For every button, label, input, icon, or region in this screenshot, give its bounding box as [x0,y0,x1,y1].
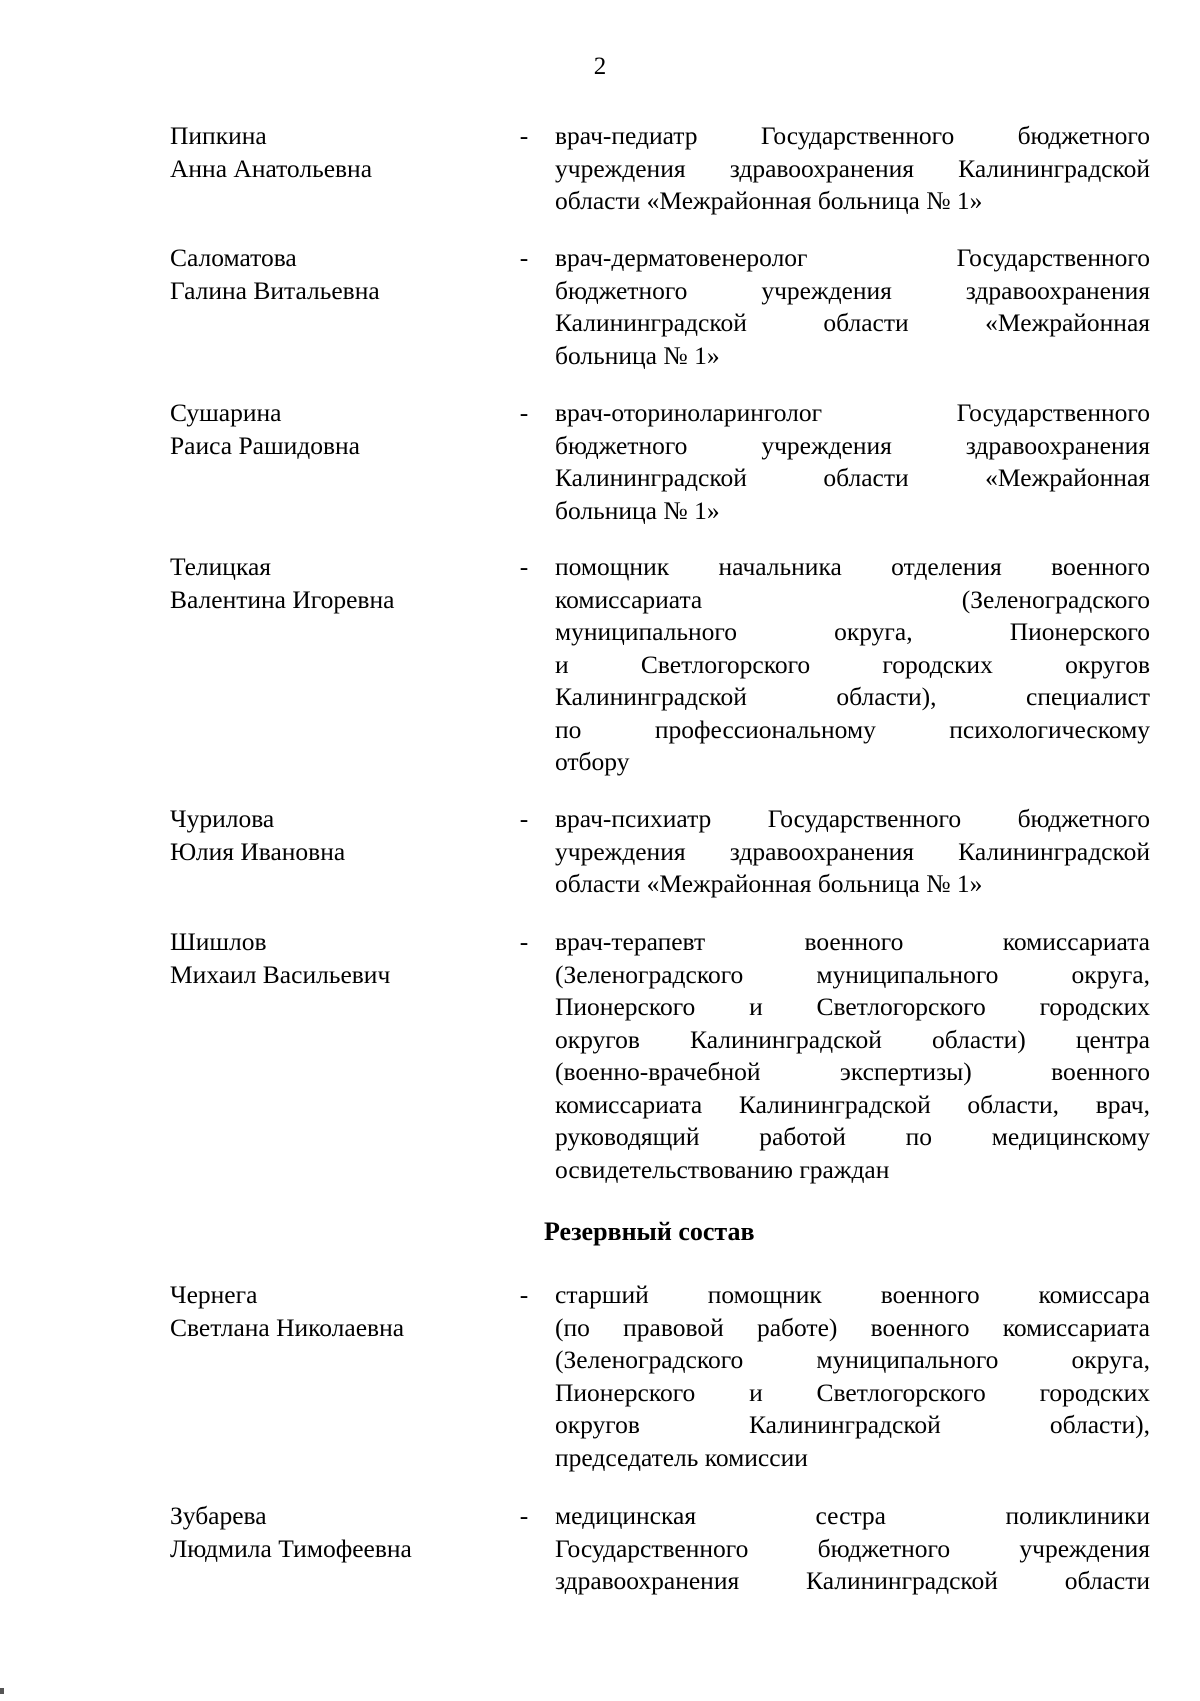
role-line: врач-педиатр Государственного бюджетного [555,121,1150,150]
role-line: Пионерского и Светлогорского городских [555,992,1150,1021]
role-line: Государственного бюджетного учреждения [555,1533,1150,1563]
member-surname: Пипкина [170,121,267,150]
member-dash: - [519,121,529,150]
role-line: больница № 1» [555,495,720,525]
member-surname: Зубарева [170,1501,267,1530]
member-role [555,242,1150,372]
member-surname: Чернега [170,1280,258,1309]
role-line: области «Межрайонная больница № 1» [555,186,983,215]
role-line: помощник начальника отделения военного [555,552,1150,581]
member-given-name: Раиса Рашидовна [170,430,360,460]
member-given-name: Галина Витальевна [170,275,380,305]
member-given-name: Светлана Николаевна [170,1312,405,1342]
role-line: медицинская сестра поликлиники [555,1501,1150,1530]
member-surname: Сушарина [170,398,282,427]
member-name [170,1500,510,1565]
role-line: Калининградской области), специалист [555,682,1150,711]
member-name [170,926,510,991]
member-surname: Чурилова [170,804,275,833]
member-role [555,1500,1150,1598]
role-line: области «Межрайонная больница № 1» [555,869,983,898]
member-given-name: Анна Анатольевна [170,153,373,183]
member-given-name: Михаил Васильевич [170,959,391,989]
member-dash: - [519,1280,529,1309]
role-line: учреждения здравоохранения Калининградской [555,836,1150,866]
member-name [170,551,510,616]
role-line: Пионерского и Светлогорского городских [555,1377,1150,1407]
member-surname: Саломатова [170,243,297,272]
role-line: врач-психиатр Государственного бюджетного [555,804,1150,833]
role-line: Калининградской области «Межрайонная [555,308,1150,337]
member-dash: - [519,398,529,427]
member-dash: - [519,804,529,833]
role-line: врач-дерматовенеролог Государственного [555,243,1150,272]
role-line: округов Калининградской области), [555,1410,1150,1439]
member-dash: - [519,243,529,272]
role-line: муниципального округа, Пионерского [555,617,1150,646]
role-line: врач-терапевт военного комиссариата [555,927,1150,956]
reserve-section-title: Резервный состав [544,1217,755,1246]
member-name [170,1279,510,1344]
member-given-name: Людмила Тимофеевна [170,1533,412,1563]
member-given-name: Валентина Игоревна [170,584,395,614]
member-given-name: Юлия Ивановна [170,836,346,866]
role-line: (Зеленоградского муниципального округа, [555,959,1150,989]
scan-edge-mark [0,1688,4,1694]
role-line: врач-оториноларинголог Государственного [555,398,1150,427]
role-line: учреждения здравоохранения Калининградской [555,153,1150,183]
role-line: председатель комиссии [555,1442,808,1472]
member-name [170,242,510,307]
role-line: комиссариата Калининградской области, врач, [555,1089,1150,1119]
member-dash: - [519,1501,529,1530]
role-line: отбору [555,747,630,776]
role-line: (Зеленоградского муниципального округа, [555,1345,1150,1374]
member-role [555,120,1150,218]
member-dash: - [519,552,529,581]
role-line: округов Калининградской области) центра [555,1024,1150,1054]
role-line: комиссариата (Зеленоградского [555,584,1150,614]
member-surname: Шишлов [170,927,267,956]
role-line: Калининградской области «Межрайонная [555,463,1150,492]
role-line: (военно-врачебной экспертизы) военного [555,1057,1150,1086]
role-line: больница № 1» [555,340,720,370]
role-line: (по правовой работе) военного комиссариата [555,1312,1150,1342]
member-role [555,397,1150,527]
member-surname: Телицкая [170,552,271,581]
role-line: и Светлогорского городских округов [555,649,1150,679]
member-dash: - [519,927,529,956]
member-role [555,551,1150,779]
role-line: бюджетного учреждения здравоохранения [555,430,1150,460]
role-line: бюджетного учреждения здравоохранения [555,275,1150,305]
member-name [170,397,510,462]
role-line: по профессиональному психологическому [555,714,1150,744]
page-number: 2 [593,53,607,80]
member-role [555,803,1150,901]
member-role [555,1279,1150,1474]
member-name [170,120,510,185]
role-line: старший помощник военного комиссара [555,1280,1150,1309]
role-line: освидетельствованию граждан [555,1154,890,1184]
member-role [555,926,1150,1186]
member-name [170,803,510,868]
role-line: руководящий работой по медицинскому [555,1122,1150,1151]
role-line: здравоохранения Калининградской области [555,1566,1150,1595]
